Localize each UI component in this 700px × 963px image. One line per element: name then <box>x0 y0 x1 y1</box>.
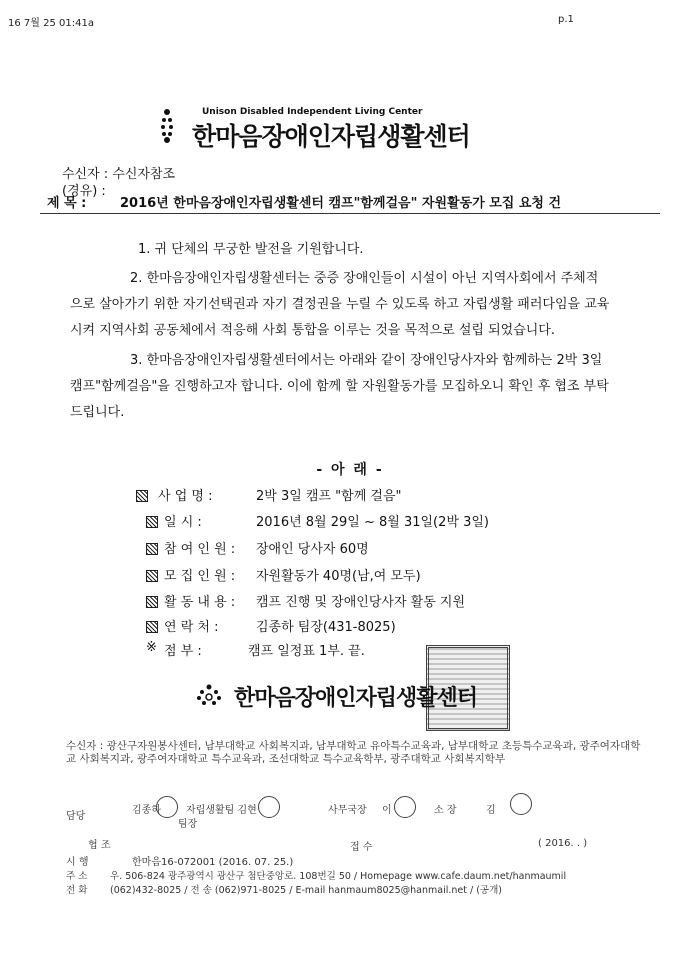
attachment-mark: ※ <box>146 640 157 655</box>
approval-seal <box>510 793 532 815</box>
paragraph-2: 2. 한마음장애인자립생활센터는 중증 장애인들이 시설이 아닌 지역사회에서 주체적으로 살아가기 위한 자기선택권과 자기 결정권을 누릴 수 있도록 하고 자립생활 패러다임을 교육시켜 지역사회 공동체에서 적응해 사회 통합을 이루는 것을 목적으로 설립 되었습니다. <box>70 271 610 338</box>
subject-text: 2016년 한마음장애인자립생활센터 캠프"함께걸음" 자원활동가 모집 요청 건 <box>120 196 562 211</box>
paragraph-1: 1. 귀 단체의 무궁한 발전을 기원합니다. <box>138 242 364 257</box>
item-value: 캠프 진행 및 장애인당사자 활동 지원 <box>256 595 466 610</box>
item-label: 활 동 내 용 : <box>164 595 236 610</box>
approval-seal <box>156 796 178 818</box>
cooperation-label: 협 조 <box>88 840 111 851</box>
approval-seal <box>394 796 416 818</box>
item-value: 장애인 당사자 60명 <box>256 542 369 557</box>
notice-heading: - 아 래 - <box>316 462 384 478</box>
org-logo-icon <box>196 683 222 707</box>
item-value: 김종하 팀장(431-8025) <box>256 620 396 635</box>
item-marker-icon <box>146 621 158 633</box>
item-label: 일 시 : <box>164 515 202 530</box>
address-label: 주 소 <box>66 871 88 882</box>
item-marker-icon <box>146 596 158 608</box>
org-name-ko: 한마음장애인자립생활센터 <box>192 122 470 151</box>
item-label: 모 집 인 원 : <box>164 569 236 584</box>
approval-seal <box>258 796 280 818</box>
page-number: p.1 <box>558 14 574 25</box>
item-value: 자원활동가 40명(남,여 모두) <box>256 569 421 584</box>
contact-value: (062)432-8025 / 전 송 (062)971-8025 / E-mail hanmaum8025@hanmail.net / (공개) <box>110 885 502 896</box>
paragraph-3: 3. 한마음장애인자립생활센터에서는 아래와 같이 장애인당사자와 함께하는 2박 3일 캠프"함께걸음"을 진행하고자 합니다. 이에 함께 할 자원활동가를 모집하오니 확인 후 협조 부탁드립니다. <box>70 353 609 420</box>
subject-divider <box>40 213 660 214</box>
org-logo-icon <box>160 108 174 144</box>
item-value: 2016년 8월 29일 ~ 8월 31일(2박 3일) <box>256 515 489 530</box>
via-line: (경유) : <box>62 184 106 199</box>
receipt-label: 접 수 <box>350 842 373 853</box>
recipient-list: 수신자 : 광산구자원봉사센터, 남부대학교 사회복지과, 남부대학교 유아특수교육과, 남부대학교 초등특수교육과, 광주여자대학교 사회복지과, 광주여자대학교 특수교육과, 조선대학교 특수교육학부, 광주대학교 사회복지학부 <box>66 740 641 765</box>
approval-role: 사무국장 <box>328 805 367 816</box>
approval-role: 소 장 <box>434 805 457 816</box>
item-label: 참 여 인 원 : <box>164 542 236 557</box>
item-marker-icon <box>146 570 158 582</box>
subject-label: 제 목 : <box>47 196 87 211</box>
approval-role: 담당 <box>66 811 86 822</box>
org-name-en: Unison Disabled Independent Living Center <box>202 107 423 117</box>
item-label: 연 락 처 : <box>164 620 219 635</box>
attachment-label: 점 부 : <box>164 644 202 659</box>
recipient-line: 수신자 : 수신자참조 <box>62 167 176 182</box>
approval-team: 자립생활팀 김현 <box>186 805 257 816</box>
item-value: 2박 3일 캠프 "함께 걸음" <box>256 489 402 504</box>
item-label: 사 업 명 : <box>158 489 213 504</box>
phone-label: 전 화 <box>66 885 88 896</box>
approval-name: 김 <box>486 805 496 816</box>
address-value: 우. 506-824 광주광역시 광산구 첨단중앙로. 108번길 50 / Homepage www.cafe.daum.net/hanmaumil <box>110 871 567 882</box>
attachment-value: 캠프 일정표 1부. 끝. <box>248 644 365 659</box>
footer-org-name: 한마음장애인자립생활센터 <box>234 686 478 711</box>
issue-value: 한마음16-072001 (2016. 07. 25.) <box>132 857 294 868</box>
approval-name: 김종하 <box>132 805 161 816</box>
item-marker-icon <box>136 490 148 502</box>
receipt-value: ( 2016. . ) <box>538 838 588 849</box>
item-marker-icon <box>146 516 158 528</box>
approval-name: 이 <box>382 805 392 816</box>
item-marker-icon <box>146 543 158 555</box>
approval-title: 팀장 <box>178 819 198 830</box>
fax-timestamp: 16 7월 25 01:41a <box>8 18 94 29</box>
issue-label: 시 행 <box>66 857 89 868</box>
